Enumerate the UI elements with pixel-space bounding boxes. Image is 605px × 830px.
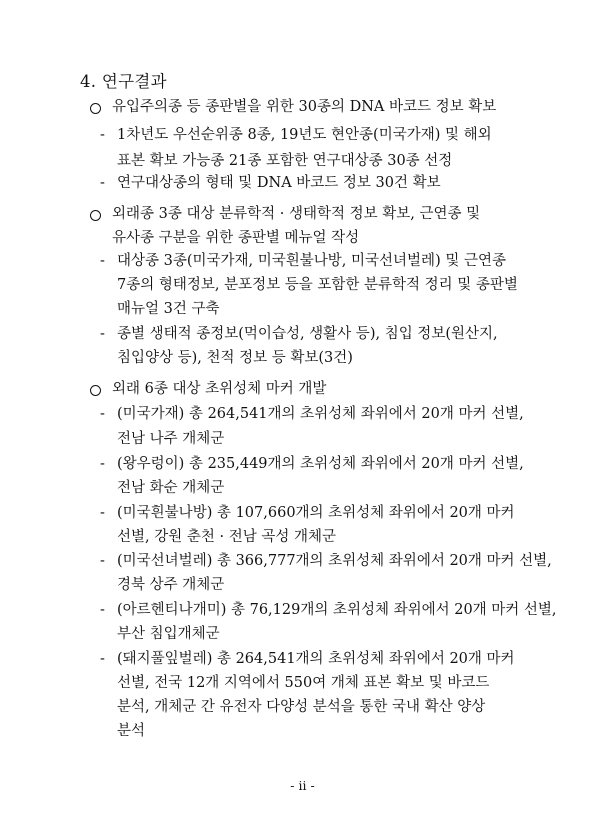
item-text: (돼지풀잎벌레) 총 264,541개의 초위성체 좌위에서 20개 마커 [117,651,515,667]
item-text: 전남 화순 개체군 [117,480,225,496]
circle-bullet-icon [90,210,101,221]
circle-bullet-icon [90,103,101,114]
dash-bullet: - [100,651,105,667]
item-text: 매뉴얼 3건 구축 [117,301,220,317]
item-text: (미국선녀벌레) 총 366,777개의 초위성체 좌위에서 20개 마커 선별, [117,553,552,569]
section-heading: 4. 연구결과 [80,72,167,91]
item-text: 선별, 전국 12개 지역에서 550여 개체 표본 확보 및 바코드 [117,675,490,691]
item-text: 종별 생태적 종정보(먹이습성, 생활사 등), 침입 정보(원산지, [117,326,498,342]
item-text: 1차년도 우선순위종 8종, 19년도 현안종(미국가재) 및 해외 [117,127,492,143]
item-text: (왕우렁이) 총 235,449개의 초위성체 좌위에서 20개 마커 선별, [117,456,524,472]
item-text: 연구대상종의 형태 및 DNA 바코드 정보 30건 확보 [117,175,441,191]
dash-bullet: - [100,175,105,191]
dash-bullet: - [100,253,105,269]
item-text: 분석, 개체군 간 유전자 다양성 분석을 통한 국내 확산 양상 [117,699,486,715]
circle-bullet-icon [90,385,101,396]
item-text: (미국가재) 총 264,541개의 초위성체 좌위에서 20개 마커 선별, [117,406,524,422]
dash-bullet: - [100,326,105,342]
item-text: 분석 [117,723,146,739]
item-text: (미국흰불나방) 총 107,660개의 초위성체 좌위에서 20개 마커 [117,505,515,521]
bullet-text: 유입주의종 등 종판별을 위한 30종의 DNA 바코드 정보 확보 [112,99,497,115]
dash-bullet: - [100,127,105,143]
bullet-text: 외래종 3종 대상 분류학적 · 생태학적 정보 확보, 근연종 및 [112,206,481,222]
item-text: 침입양상 등), 천적 정보 등 확보(3건) [117,350,353,366]
bullet-text: 유사종 구분을 위한 종판별 메뉴얼 작성 [112,230,360,246]
dash-bullet: - [100,406,105,422]
dash-bullet: - [100,602,105,618]
item-text: 선별, 강원 춘천 · 전남 곡성 개체군 [117,529,336,545]
item-text: 표본 확보 가능종 21종 포함한 연구대상종 30종 선정 [117,153,453,169]
dash-bullet: - [100,553,105,569]
item-text: 대상종 3종(미국가재, 미국흰불나방, 미국선녀벌레) 및 근연종 [117,253,506,269]
dash-bullet: - [100,456,105,472]
item-text: 전남 나주 개체군 [117,431,225,447]
dash-bullet: - [100,505,105,521]
item-text: 7종의 형태정보, 분포정보 등을 포함한 분류학적 정리 및 종판별 [117,277,518,293]
item-text: 부산 침입개체군 [117,626,220,642]
bullet-text: 외래 6종 대상 초위성체 마커 개발 [112,381,327,397]
page-number: - ii - [290,778,315,793]
item-text: (아르헨티나개미) 총 76,129개의 초위성체 좌위에서 20개 마커 선별, [117,602,557,618]
item-text: 경북 상주 개체군 [117,577,225,593]
